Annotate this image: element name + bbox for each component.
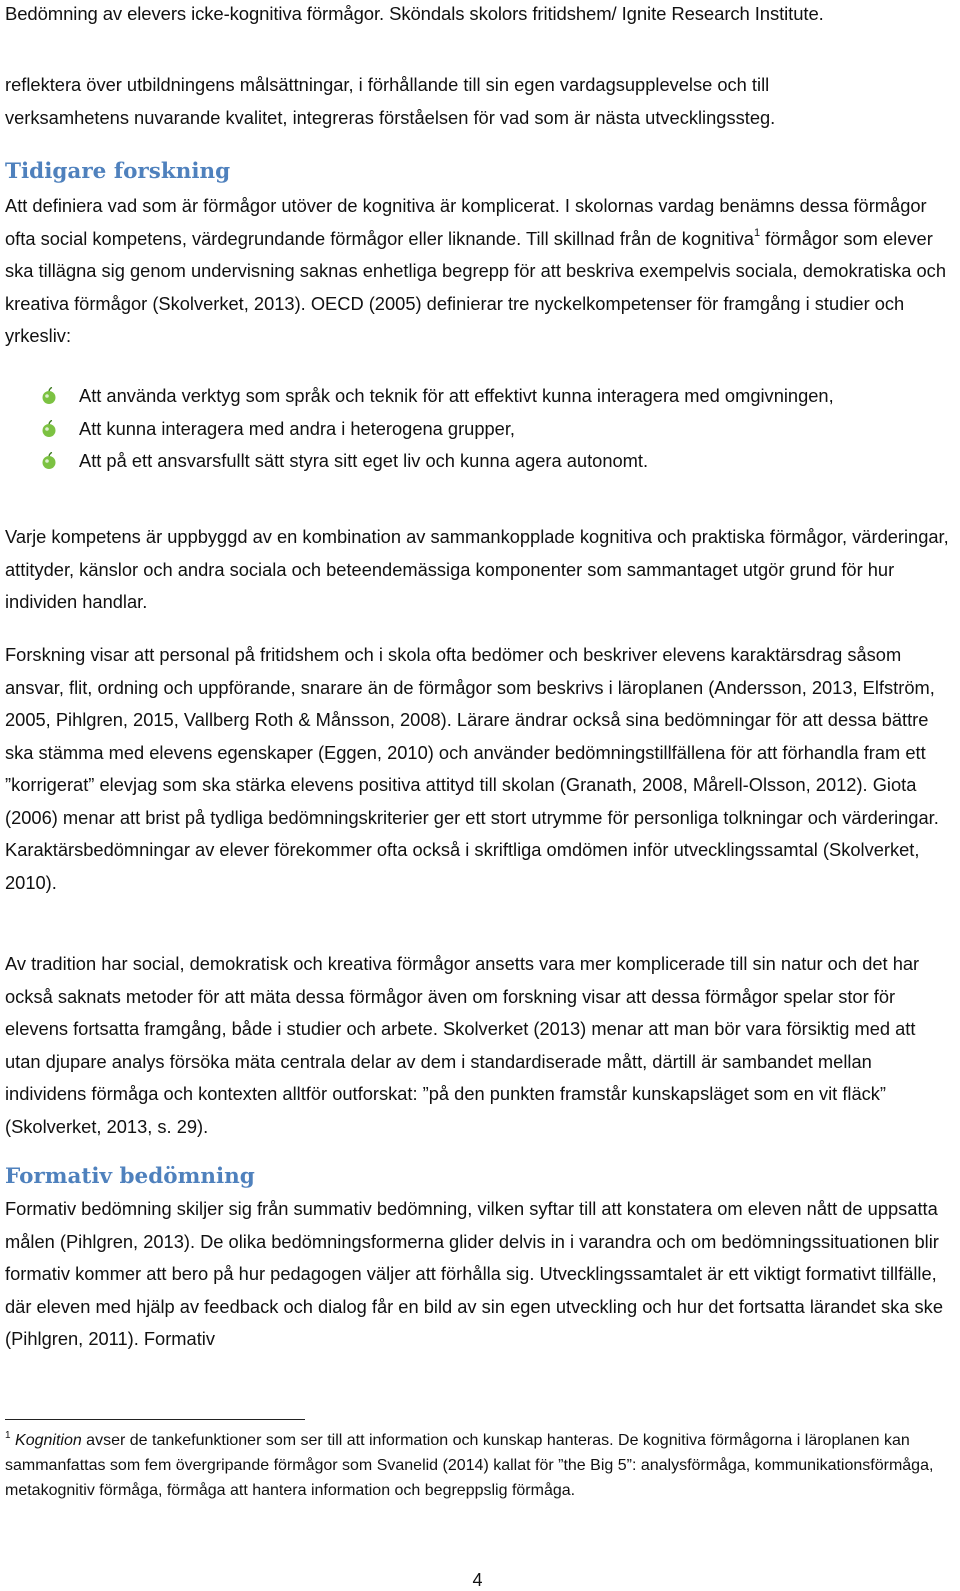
list-item-text: Att på ett ansvarsfullt sätt styra sitt eget liv och kunna agera autonomt.: [79, 450, 649, 471]
paragraph-text: Att definiera vad som är förmågor utöver de kognitiva är komplicerat. I skolornas vardag benämns dessa förmågor ofta social kompetens, värdegrundande förmågor eller liknande. Till skillnad från de kognitiva: [5, 195, 927, 249]
intro-paragraph: [5, 69, 950, 134]
paragraph-text-continued: förmågor som elever ska tillägna sig genom undervisning saknas enhetliga begrepp för att beskriva exempelvis sociala, demokratiska och kreativa förmågor (Skolverket, 2013). OECD (2005) definierar tre nyckelkompetenser för framgång i studier och yrkesliv:: [5, 227, 946, 346]
paragraph-text: Forskning visar att personal på fritidshem och i skola ofta bedömer och beskriver elevens karaktärsdrag såsom ansvar, flit, ordning och uppförande, snarare än de förmågor som beskrivs i läroplanen (Andersson, 2013, Elfström, 2005, Pihlgren, 2015, Vallberg Roth & Månsson, 2008). Lärare ändrar också sina bedömningar för att dessa bättre ska stämma med elevens egenskaper (Eggen, 2010) och använder bedömningstillfällena för att förhandla fram ett ”korrigerat” elevjag som ska stärka elevens positiva attityd till skolan (Granath, 2008, Mårell-Olsson, 2012). Giota (2006) menar att brist på tydliga bedömningskriterier ger ett stort utrymme för personliga tolkningar och värderingar. Karaktärsbedömningar av elever förekommer ofta också i skriftliga omdömen inför utvecklingssamtal (Skolverket, 2010).: [5, 644, 939, 893]
footnote-text: avser de tankefunktioner som ser till att information och kunskap hanteras. De kognitiva förmågorna i läroplanen kan sammanfattas som fem övergripande förmågor som Svanelid (2014) kallat för ”the Big 5”: analysförmåga, kommunikationsförmåga, metakognitiv förmåga, förmåga att hantera information och begreppslig förmåga.: [5, 1432, 934, 1499]
body-paragraph-kompetens: [5, 521, 950, 619]
body-paragraph-formativ: [5, 1193, 950, 1356]
competence-bullet-list: [5, 380, 950, 478]
green-apple-bullet-icon: [40, 420, 58, 438]
section-heading-formativ-bedomning: Formativ bedömning: [5, 1164, 255, 1189]
green-apple-bullet-icon: [40, 452, 58, 470]
intro-line-2: verksamhetens nuvarande kvalitet, integreras förståelsen för vad som är nästa utvecklingssteg.: [5, 106, 776, 128]
body-paragraph-forskning: [5, 639, 950, 899]
section-heading-tidigare-forskning: Tidigare forskning: [5, 159, 231, 184]
footnote: [5, 1428, 950, 1503]
body-paragraph-definition: [5, 190, 950, 353]
list-item-text: Att använda verktyg som språk och teknik för att effektivt kunna interagera med omgivningen,: [79, 385, 834, 406]
footnote-term: Kognition: [15, 1432, 82, 1449]
list-item-text: Att kunna interagera med andra i heterogena grupper,: [79, 417, 516, 439]
footnote-number: 1: [5, 1430, 11, 1441]
running-header: Bedömning av elevers icke-kognitiva förmågor. Sköndals skolors fritidshem/ Ignite Research Institute.: [5, 3, 824, 24]
paragraph-text: Formativ bedömning skiljer sig från summativ bedömning, vilken syftar till att konstatera om eleven nått de uppsatta målen (Pihlgren, 2013). De olika bedömningsformerna glider delvis in i varandra och om bedömningssituationen blir formativ kommer att bero på hur pedagogen väljer att förhålla sig. Utvecklingssamtalet är ett viktigt formativt tillfälle, där eleven med hjälp av feedback och dialog får en bild av sin egen utveckling och hur det fortsatta lärandet ska ske (Pihlgren, 2011). Formativ: [5, 1198, 943, 1349]
paragraph-text: Av tradition har social, demokratisk och kreativa förmågor ansetts vara mer komplicerade till sin natur och det har också saknats metoder för att mäta dessa förmågor även om forskning visar att dessa förmågor spelar stor för elevens fortsatta framgång, både i studier och arbete. Skolverket (2013) menar att man bör vara försiktig med att utan djupare analys försöka mäta centrala delar av dem i standardiserade mått, därtill är sambandet mellan individens förmåga och kontexten alltför outforskat: ”på den punkten framstår kunskapsläget som en vit fläck” (Skolverket, 2013, s. 29).: [5, 953, 920, 1137]
list-item: [5, 413, 950, 446]
green-apple-bullet-icon: [40, 387, 58, 405]
footnote-reference[interactable]: 1: [753, 226, 761, 239]
body-paragraph-tradition: [5, 948, 950, 1143]
footnote-separator: [5, 1419, 305, 1420]
intro-line-1: reflektera över utbildningens målsättningar, i förhållande till sin egen vardagsupplevelse och till: [5, 74, 770, 95]
paragraph-text: Varje kompetens är uppbyggd av en kombination av sammankopplade kognitiva och praktiska förmågor, värderingar, attityder, känslor och andra sociala och beteendemässiga komponenter som sammantaget utgör grund för hur individen handlar.: [5, 526, 949, 612]
list-item: [5, 445, 950, 478]
list-item: [5, 380, 950, 413]
page-number: 4: [472, 1570, 483, 1590]
